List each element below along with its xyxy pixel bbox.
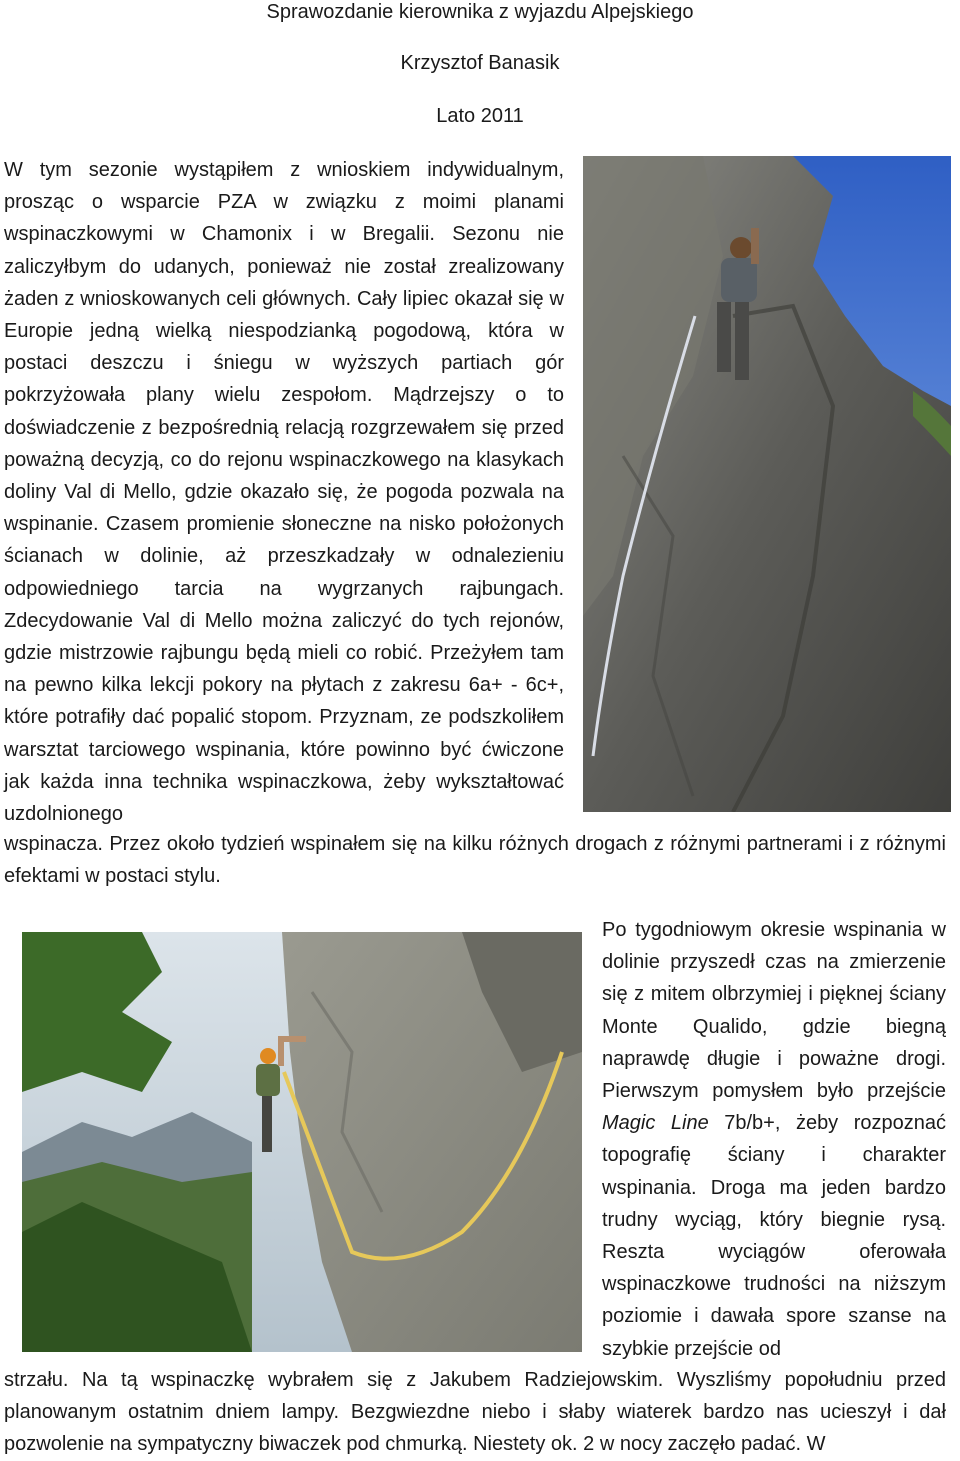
paragraph-intro: W tym sezonie wystąpiłem z wnioskiem indywidualnym, prosząc o wsparcie PZA w związku z moimi planami wspinaczkowymi w Chamonix i w Bregalii. Sezonu nie zaliczyłbym do udanych, ponieważ nie został zrealizowany żaden z wnioskowanych celi głównych. Cały lipiec okazał się w Europie jedną wielką niespodzianką pogodową, która w postaci deszczu i śniegu w wyższych partiach gór pokrzyżowała plany wielu zespołom. Mądrzejszy o to doświadczenie z bezpośrednią relacją rozgrzewałem się przed poważną decyzją, co do rejonu wspinaczkowego na klasykach doliny Val di Mello, gdzie okazało się, że pogoda pozwala na wspinanie. Czasem promienie słoneczne na nisko położonych ścianach w dolinie, aż przeszkadzały w odnalezieniu odpowiedniego tarcia na wygrzanych rajbungach. Zdecydowanie Val di Mello można zaliczyć do tych rejonów, gdzie mistrzowie rajbungu będą mieli co robić. Przeżyłem tam na pewno kilka lekcji pokory na płytach z zakresu 6a+ - 6c+, które potrafiły dać popalić stopom. Przyznam, ze podszkoliłem warsztat tarciowego wspinania, które powinno być ćwiczone jak każda inna technika wspinaczkowa, żeby wykształtować uzdolnionego	[4, 159, 564, 826]
paragraph-intro-continued: wspinacza. Przez około tydzień wspinałem się na kilku różnych drogach z różnymi partnerami i z różnymi efektami w postaci stylu.	[4, 833, 946, 888]
doc-title: Sprawozdanie kierownika z wyjazdu Alpejskiego	[266, 1, 694, 23]
climber-photo-1	[583, 156, 951, 812]
doc-season: Lato 2011	[436, 105, 524, 127]
doc-author: Krzysztof Banasik	[400, 52, 560, 74]
paragraph-magic-line-continued: strzału. Na tą wspinaczkę wybrałem się z Jakubem Radziejowskim. Wyszliśmy popołudniu przed planowanym ostatnim dniem lampy. Bezgwiezdne niebo i słaby wiaterek bardzo nas ucieszył i dał pozwolenie na sympatyczny biwaczek pod chmurką. Niestety ok. 2 w nocy zaczęło padać. W	[4, 1369, 946, 1456]
paragraph-magic-line-text-b: 7b/b+, żeby rozpoznać topografię ściany i charakter wspinania. Droga ma jeden bardzo trudny wyciąg, który biegnie rysą. Reszta wyciągów oferowała wspinaczkowe trudności na niższym poziomie i dawała spore szanse na szybkie przejście od	[602, 1112, 946, 1360]
paragraph-magic-line	[602, 914, 946, 1365]
route-name-magic-line: Magic Line	[602, 1112, 709, 1135]
paragraph-magic-line-text-a: Po tygodniowym okresie wspinania w dolinie przyszedł czas na zmierzenie się z mitem olbrzymiej i pięknej ściany Monte Qualido, gdzie biegną naprawdę długie i poważne drogi. Pierwszym pomysłem było przejście	[602, 919, 946, 1103]
climber-photo-2	[22, 932, 582, 1352]
